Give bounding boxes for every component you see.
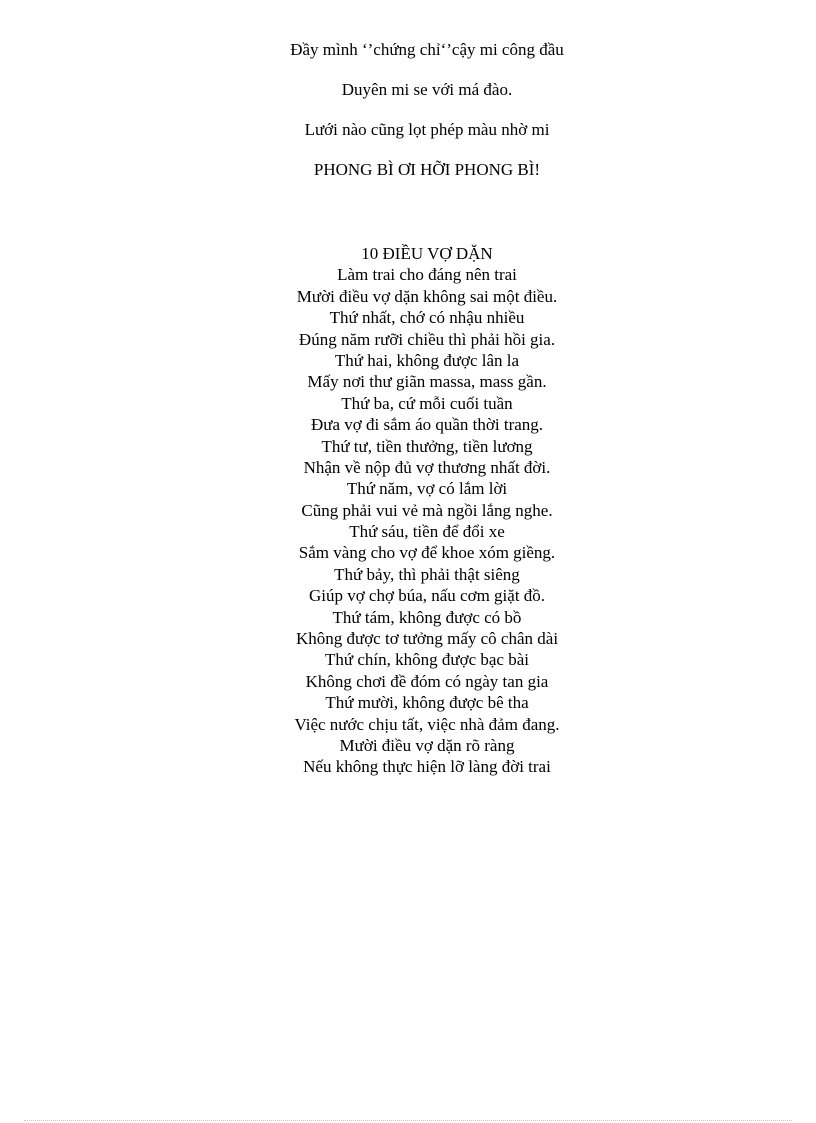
poem-line: Thứ tám, không được có bồ bbox=[332, 607, 522, 627]
poem-line: Thứ nhất, chớ có nhậu nhiều bbox=[329, 308, 525, 328]
poem-line: Nếu không thực hiện lỡ làng đời trai bbox=[303, 757, 551, 777]
top-stanza bbox=[0, 38, 816, 198]
poem-line: Sắm vàng cho vợ để khoe xóm giềng. bbox=[298, 543, 556, 563]
stanza-line: Lưới nào cũng lọt phép màu nhờ mi bbox=[304, 120, 550, 139]
poem-line: Đưa vợ đi sắm áo quần thời trang. bbox=[310, 415, 544, 435]
stanza-line: PHONG BÌ ƠI HỠI PHONG BÌ! bbox=[313, 160, 541, 179]
poem-line: Thứ chín, không được bạc bài bbox=[325, 650, 529, 670]
poem-line: Thứ mười, không được bê tha bbox=[325, 693, 529, 713]
poem-line: Cũng phải vui vẻ mà ngồi lắng nghe. bbox=[301, 500, 553, 520]
page-bottom-border bbox=[24, 1120, 792, 1121]
poem bbox=[0, 243, 816, 778]
poem-line: Đúng năm rưỡi chiều thì phải hồi gia. bbox=[298, 329, 556, 349]
poem-line: Thứ sáu, tiền để đổi xe bbox=[349, 522, 505, 542]
poem-line: Mười điều vợ dặn không sai một điều. bbox=[296, 286, 558, 306]
stanza-line: Duyên mi se với má đào. bbox=[341, 80, 513, 99]
poem-line: Mười điều vợ dặn rõ ràng bbox=[339, 735, 515, 755]
poem-line: Nhận về nộp đủ vợ thương nhất đời. bbox=[303, 457, 551, 477]
poem-line: Thứ tư, tiền thưởng, tiền lương bbox=[321, 436, 533, 456]
poem-line: Thứ bảy, thì phải thật siêng bbox=[334, 564, 520, 584]
poem-line: Không chơi đề đóm có ngày tan gia bbox=[305, 671, 549, 691]
poem-line: Thứ hai, không được lân la bbox=[334, 350, 520, 370]
poem-title: 10 ĐIỀU VỢ DẶN bbox=[361, 244, 493, 263]
poem-line: Làm trai cho đáng nên trai bbox=[337, 265, 517, 285]
poem-line: Không được tơ tưởng mấy cô chân dài bbox=[295, 629, 559, 649]
poem-line: Thứ ba, cứ mỗi cuối tuần bbox=[341, 393, 513, 413]
poem-line: Mấy nơi thư giãn massa, mass gần. bbox=[307, 372, 547, 392]
poem-line: Giúp vợ chợ búa, nấu cơm giặt đồ. bbox=[308, 586, 546, 606]
poem-line: Thứ năm, vợ có lắm lời bbox=[346, 479, 508, 499]
stanza-line: Đầy mình ‘’chứng chỉ‘’cậy mi công đầu bbox=[290, 40, 564, 59]
poem-line: Việc nước chịu tất, việc nhà đảm đang. bbox=[294, 714, 560, 734]
